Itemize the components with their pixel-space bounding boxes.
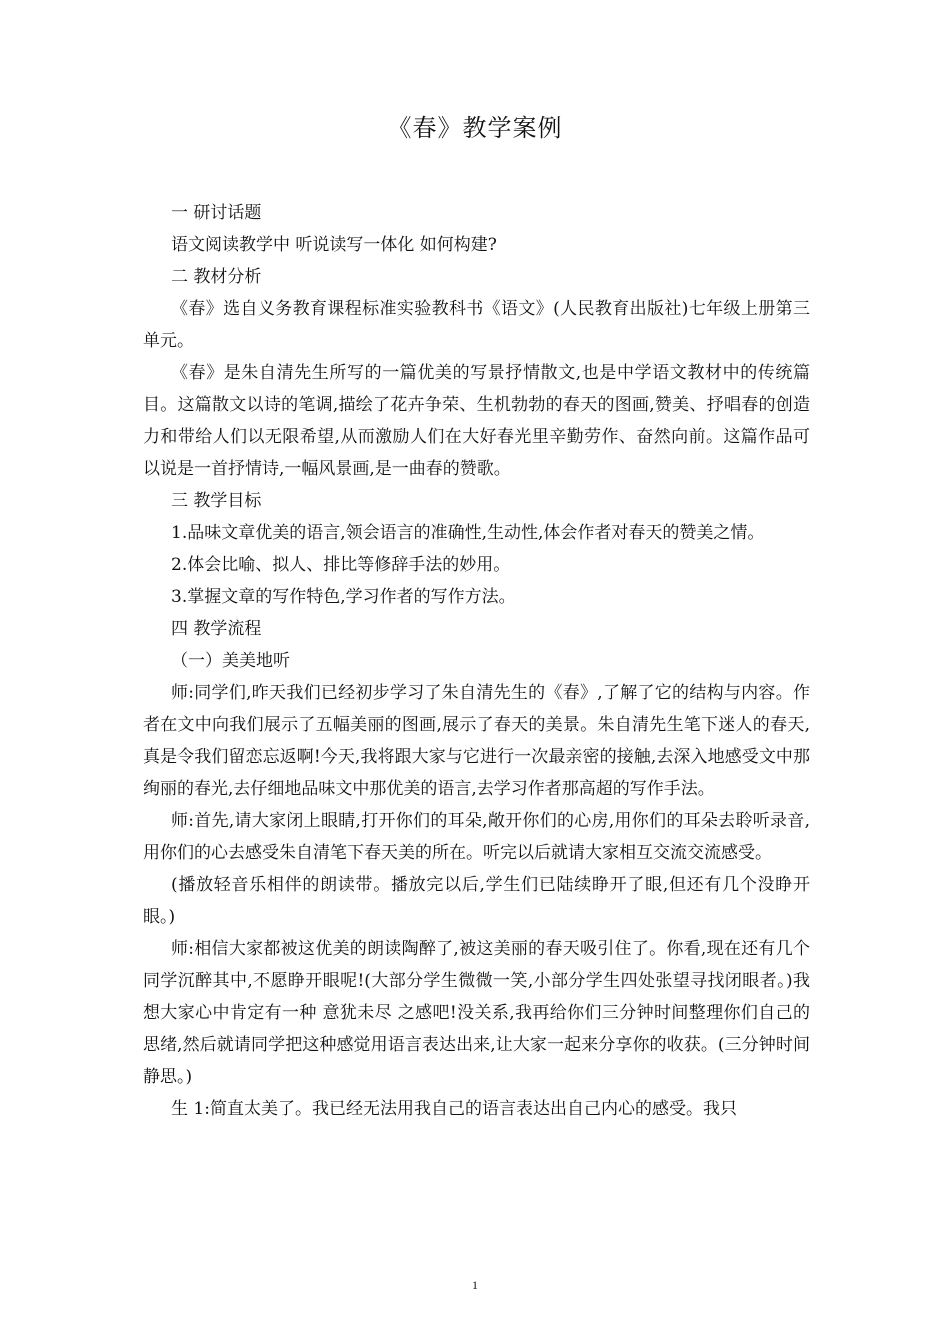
section-heading-1: 一 研讨话题 (171, 203, 262, 223)
paragraph: 《春》是朱自清先生所写的一篇优美的写景抒情散文,也是中学语文教材中的传统篇目。这篇散文以诗的笔调,描绘了花卉争荣、生机勃勃的春天的图画,赞美、抒唱春的创造力和带给人们以无限希望,从而激励人们在大好春光里辛勤劳作、奋然向前。这篇作品可以说是一首抒情诗,一幅风景画,是一曲春的赞歌。 (143, 363, 810, 479)
paragraph: 生 1:简直太美了。我已经无法用我自己的语言表达出自己内心的感受。我只 (171, 1099, 737, 1119)
paragraph: 3.掌握文章的写作特色,学习作者的写作方法。 (171, 587, 516, 607)
body-text (143, 197, 810, 1125)
paragraph: 师:同学们,昨天我们已经初步学习了朱自清先生的《春》,了解了它的结构与内容。作者在文中向我们展示了五幅美丽的图画,展示了春天的美景。朱自清先生笔下迷人的春天,真是令我们留恋忘返啊!今天,我将跟大家与它进行一次最亲密的接触,去深入地感受文中那绚丽的春光,去仔细地品味文中那优美的语言,去学习作者那高超的写作手法。 (143, 683, 810, 799)
section-heading-3: 三 教学目标 (171, 491, 262, 511)
page-title: 《春》教学案例 (387, 114, 563, 142)
paragraph: 语文阅读教学中 听说读写一体化 如何构建? (171, 235, 497, 255)
paragraph: 1.品味文章优美的语言,领会语言的准确性,生动性,体会作者对春天的赞美之情。 (171, 523, 765, 543)
paragraph: 师:相信大家都被这优美的朗读陶醉了,被这美丽的春天吸引住了。你看,现在还有几个同学沉醉其中,不愿睁开眼呢!(大部分学生微微一笑,小部分学生四处张望寻找闭眼者。)我想大家心中肯定有一种 意犹未尽 之感吧!没关系,我再给你们三分钟时间整理你们自己的思绪,然后就请同学把这种感觉用语言表达出来,让大家一起来分享你的收获。(三分钟时间静思。) (143, 939, 810, 1087)
paragraph: (播放轻音乐相伴的朗读带。播放完以后,学生们已陆续睁开了眼,但还有几个没睁开眼。) (143, 875, 810, 927)
section-heading-4: 四 教学流程 (171, 619, 262, 639)
paragraph: 《春》选自义务教育课程标准实验教科书《语文》(人民教育出版社)七年级上册第三单元。 (143, 299, 810, 351)
subsection-heading: （一）美美地听 (171, 651, 290, 671)
section-heading-2: 二 教材分析 (171, 267, 262, 287)
paragraph: 2.体会比喻、拟人、排比等修辞手法的妙用。 (171, 555, 511, 575)
paragraph: 师:首先,请大家闭上眼睛,打开你们的耳朵,敞开你们的心房,用你们的耳朵去聆听录音,用你们的心去感受朱自清笔下春天美的所在。听完以后就请大家相互交流交流感受。 (143, 811, 810, 863)
page-number: 1 (472, 1278, 478, 1292)
